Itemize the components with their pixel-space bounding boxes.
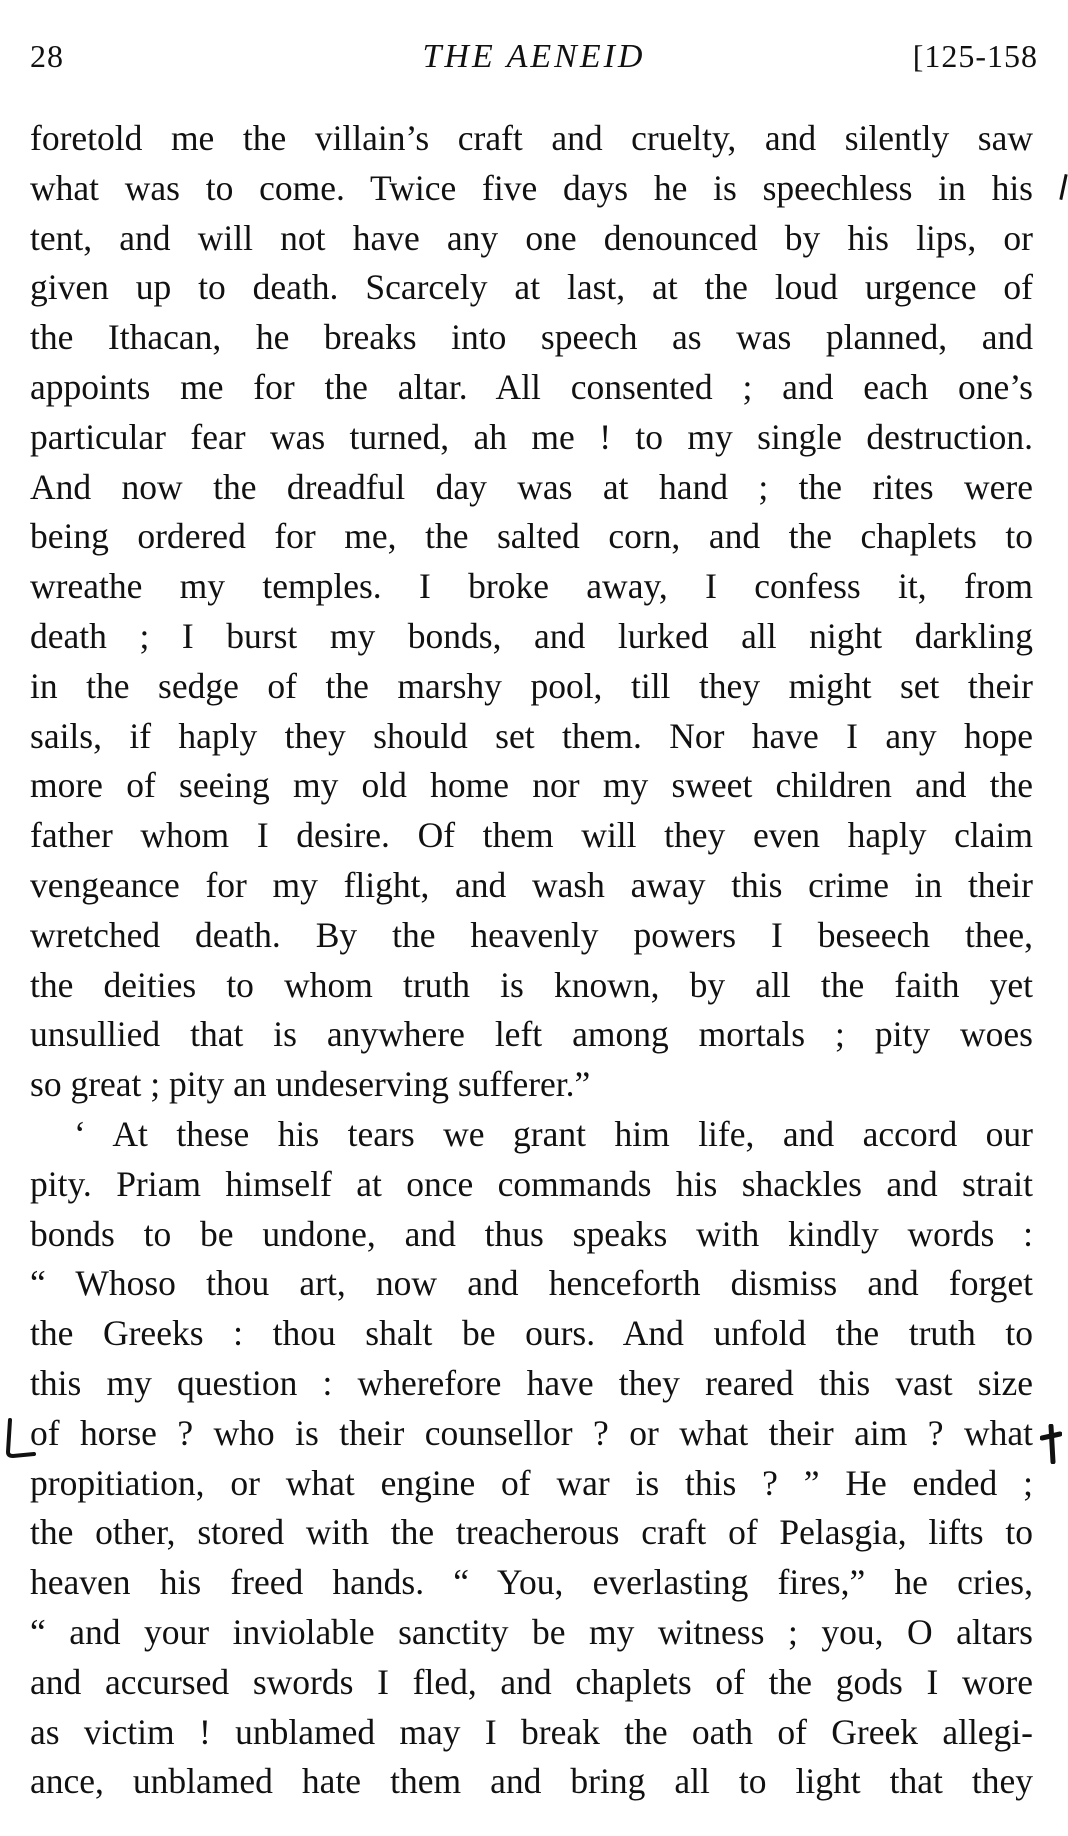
text-line: the Ithacan, he breaks into speech as was planned, and <box>30 317 1033 358</box>
line-range: [125-158 <box>912 38 1038 74</box>
text-line: pity. Priam himself at once commands his shackles and strait <box>30 1163 1033 1204</box>
text-line: heaven his freed hands. “ You, everlasting fires,” he cries, <box>30 1562 1033 1603</box>
text-line: father whom I desire. Of them will they even haply claim <box>30 815 1033 856</box>
text-line: wreathe my temples. I broke away, I confess it, from <box>30 566 1033 607</box>
book-title: THE AENEID <box>422 38 646 75</box>
cross-mark-icon <box>1040 1424 1062 1464</box>
text-line: sails, if haply they should set them. Nor have I any hope <box>30 715 1033 756</box>
text-line: the deities to whom truth is known, by all the faith yet <box>30 964 1033 1005</box>
text-line: and accursed swords I fled, and chaplets of the gods I wore <box>30 1661 1033 1702</box>
text-line: wretched death. By the heavenly powers I beseech thee, <box>30 914 1033 955</box>
text-line: as victim ! unblamed may I break the oath of Greek allegi- <box>30 1711 1033 1752</box>
text-line-paragraph-end: so great ; pity an undeserving sufferer.” <box>30 1064 591 1105</box>
text-line: being ordered for me, the salted corn, and the chaplets to <box>30 516 1033 557</box>
text-line: tent, and will not have any one denounced by his lips, or <box>30 217 1033 258</box>
text-line: “ and your inviolable sanctity be my witness ; you, O altars <box>30 1611 1033 1652</box>
text-line: this my question : wherefore have they reared this vast size <box>30 1362 1033 1403</box>
body-text <box>30 114 1033 1807</box>
text-line: of horse ? who is their counsellor ? or what their aim ? what <box>30 1412 1033 1453</box>
bracket-mark-icon <box>4 1418 36 1462</box>
running-head <box>30 38 1038 86</box>
text-line: unsullied that is anywhere left among mortals ; pity woes <box>30 1014 1033 1055</box>
text-line: bonds to be undone, and thus speaks with kindly words : <box>30 1213 1033 1254</box>
text-line: foretold me the villain’s craft and cruelty, and silently saw <box>30 118 1033 158</box>
text-line: ance, unblamed hate them and bring all to light that they <box>30 1761 1033 1802</box>
page-number: 28 <box>30 38 64 74</box>
text-line: particular fear was turned, ah me ! to my single destruction. <box>30 416 1033 457</box>
text-line: And now the dreadful day was at hand ; the rites were <box>30 466 1033 507</box>
pencil-tick-mark-icon <box>1059 174 1067 200</box>
text-line: “ Whoso thou art, now and henceforth dismiss and forget <box>30 1263 1033 1304</box>
text-line: in the sedge of the marshy pool, till they might set their <box>30 665 1033 706</box>
text-line: the Greeks : thou shalt be ours. And unfold the truth to <box>30 1313 1033 1354</box>
text-line: propitiation, or what engine of war is this ? ” He ended ; <box>30 1462 1033 1503</box>
text-line: what was to come. Twice five days he is speechless in his <box>30 167 1033 208</box>
text-line-paragraph-start: ‘ At these his tears we grant him life, and accord our <box>74 1113 1033 1154</box>
text-line: appoints me for the altar. All consented ; and each one’s <box>30 366 1033 407</box>
text-line: vengeance for my flight, and wash away this crime in their <box>30 864 1033 905</box>
text-line: given up to death. Scarcely at last, at the loud urgence of <box>30 267 1033 308</box>
text-line: death ; I burst my bonds, and lurked all night darkling <box>30 615 1033 656</box>
text-line: the other, stored with the treacherous craft of Pelasgia, lifts to <box>30 1512 1033 1553</box>
text-line: more of seeing my old home nor my sweet children and the <box>30 765 1033 806</box>
